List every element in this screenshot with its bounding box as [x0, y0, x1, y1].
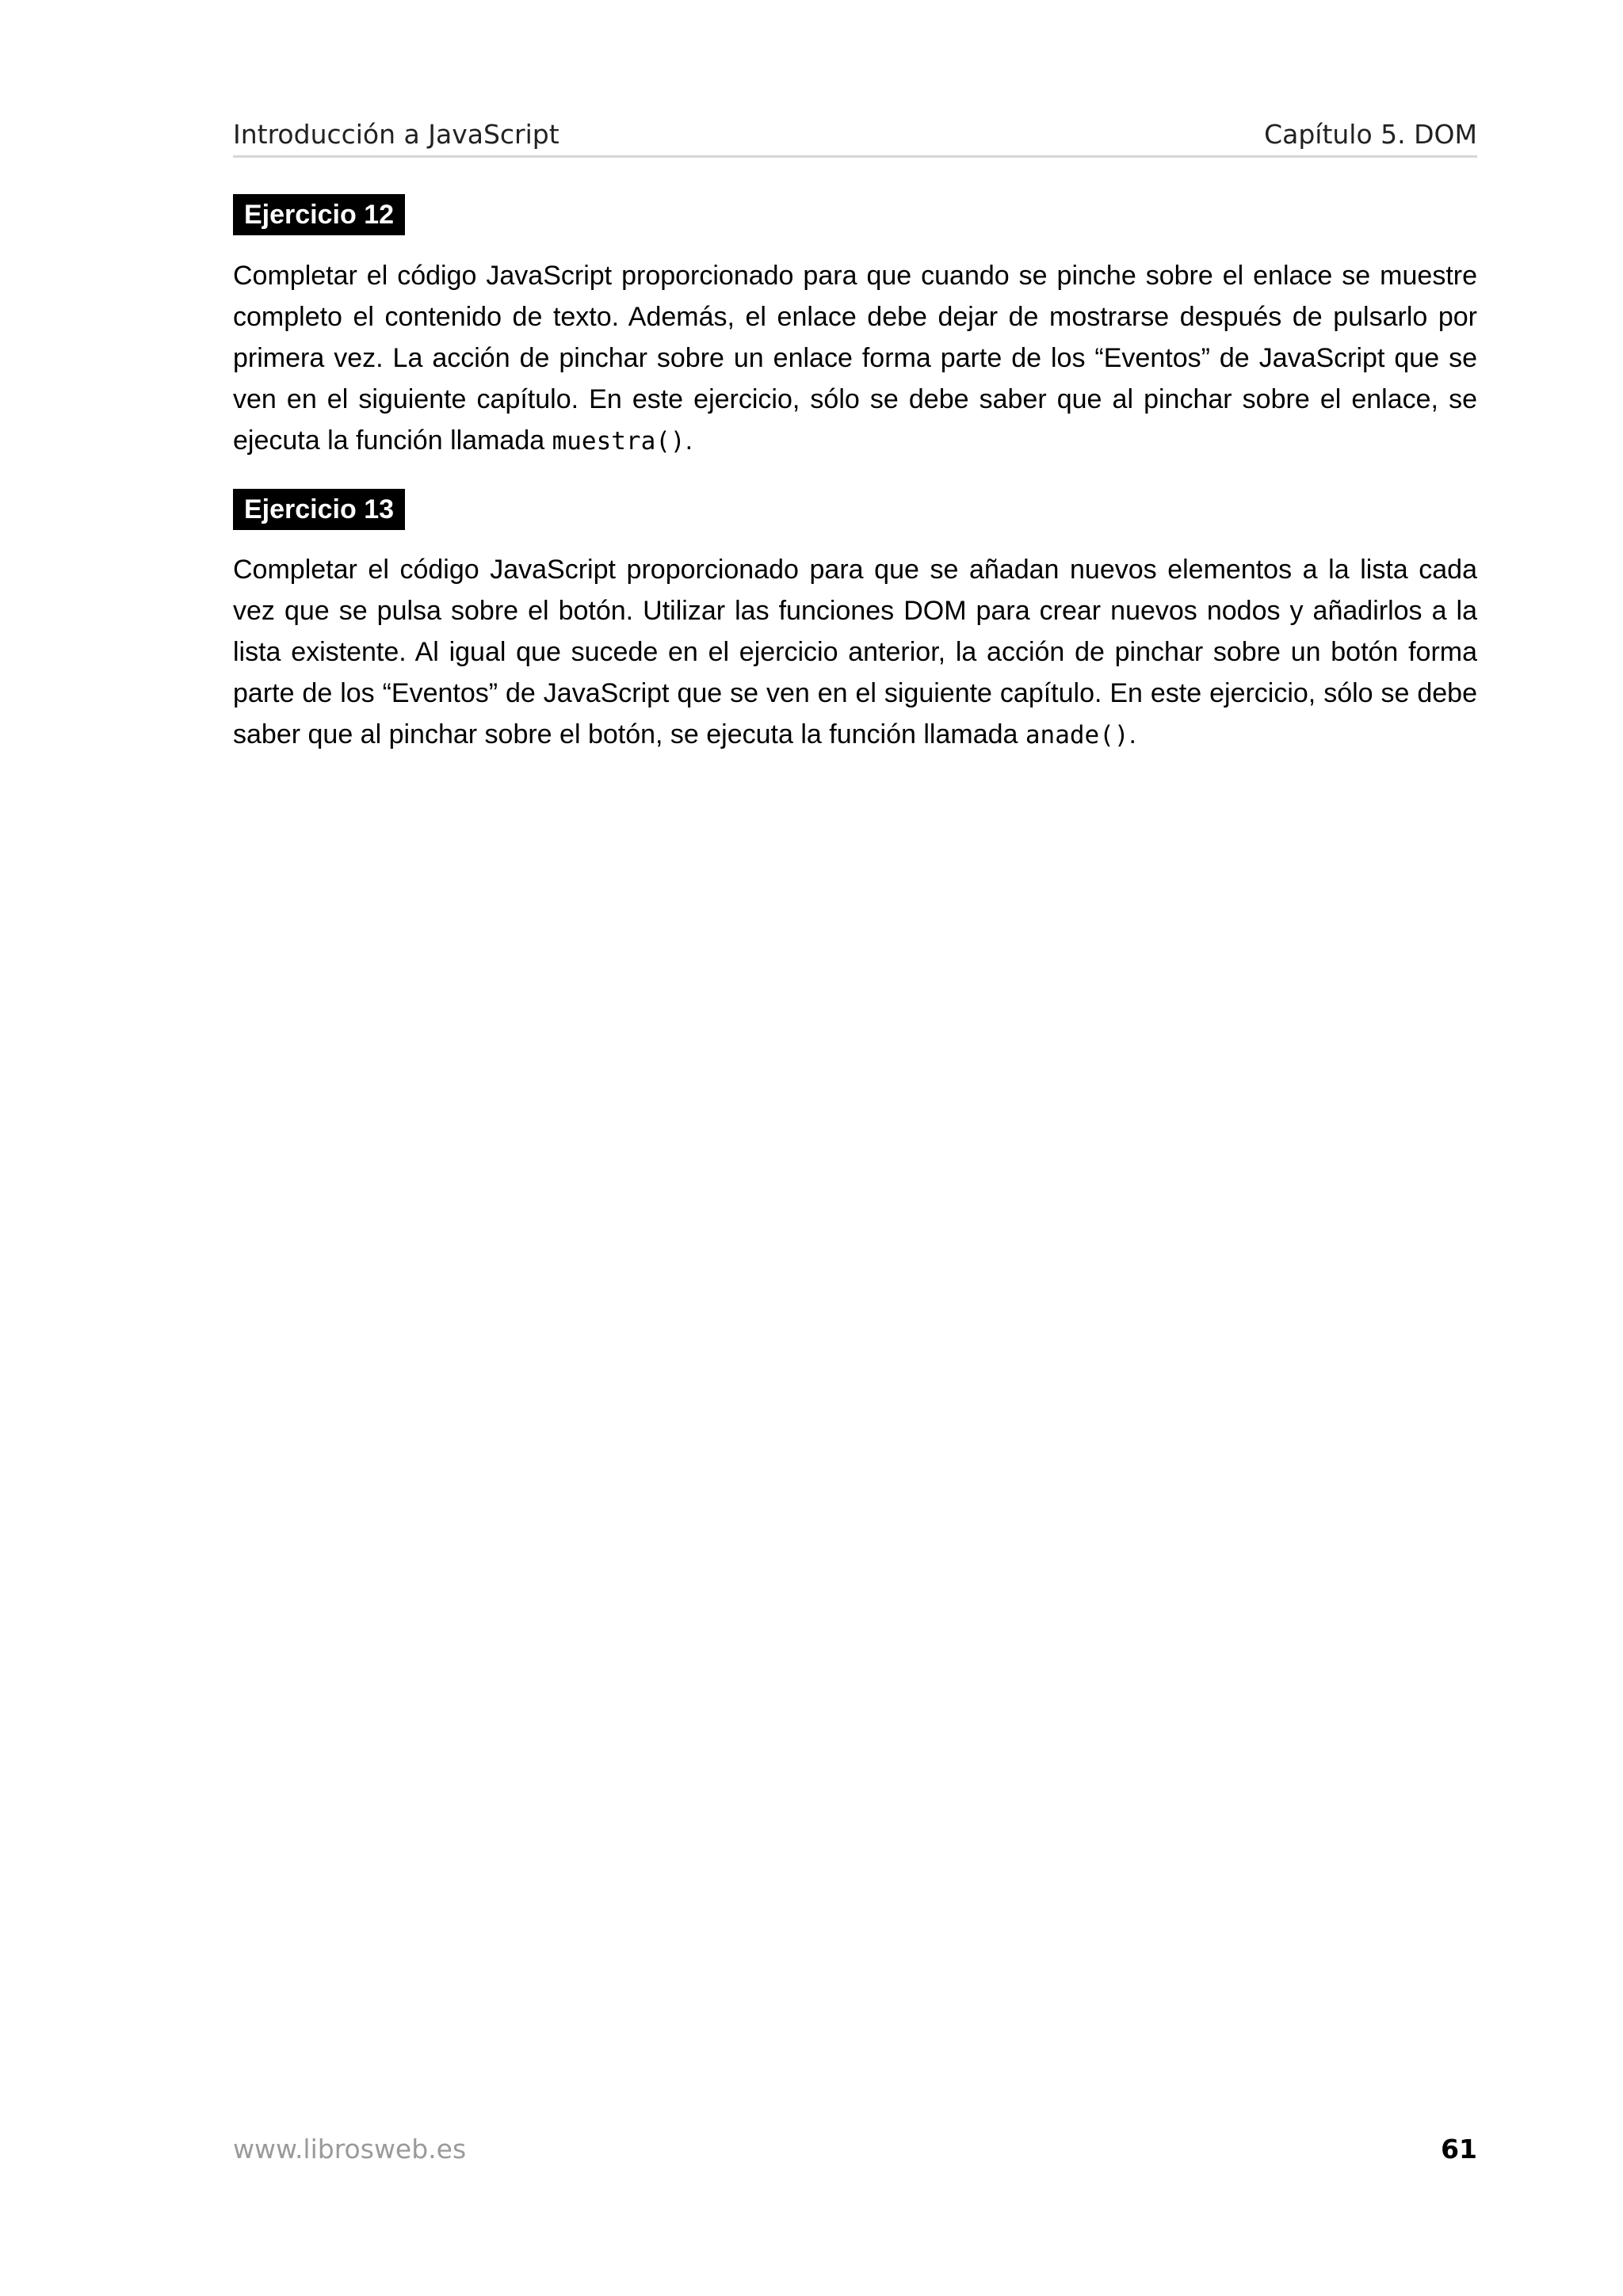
page-header [233, 119, 1477, 158]
website-url: www.librosweb.es [233, 2134, 467, 2164]
page-number: 61 [1441, 2134, 1477, 2164]
exercise-13-text-end: . [1128, 719, 1136, 749]
book-title: Introducción a JavaScript [233, 119, 559, 150]
exercise-13-text [233, 549, 1477, 756]
chapter-title: Capítulo 5. DOM [1264, 119, 1477, 150]
exercise-12-heading: Ejercicio 12 [233, 194, 405, 235]
exercise-12-text-body: Completar el código JavaScript proporcionado para que cuando se pinche sobre el enlace se muestre completo el contenido de texto. Además, el enlace debe dejar de mostrarse después de pulsarlo por primera vez. La acción de pinchar sobre un enlace forma parte de los “Eventos” de JavaScript que se ven en el siguiente capítulo. En este ejercicio, sólo se debe saber que al pinchar sobre el enlace, se ejecuta la función llamada [233, 261, 1477, 456]
exercise-13-text-body: Completar el código JavaScript proporcionado para que se añadan nuevos elementos a la lista cada vez que se pulsa sobre el botón. Utilizar las funciones DOM para crear nuevos nodos y añadirlos a la lista existente. Al igual que sucede en el ejercicio anterior, la acción de pinchar sobre un botón forma parte de los “Eventos” de JavaScript que se ven en el siguiente capítulo. En este ejercicio, sólo se debe saber que al pinchar sobre el botón, se ejecuta la función llamada [233, 555, 1477, 749]
exercise-13-heading: Ejercicio 13 [233, 489, 405, 530]
exercise-12-text-end: . [685, 425, 693, 456]
exercise-13-function-name: anade() [1025, 721, 1129, 749]
exercise-12-text [233, 255, 1477, 462]
page-footer [233, 2134, 1477, 2170]
exercise-12-function-name: muestra() [552, 427, 685, 456]
